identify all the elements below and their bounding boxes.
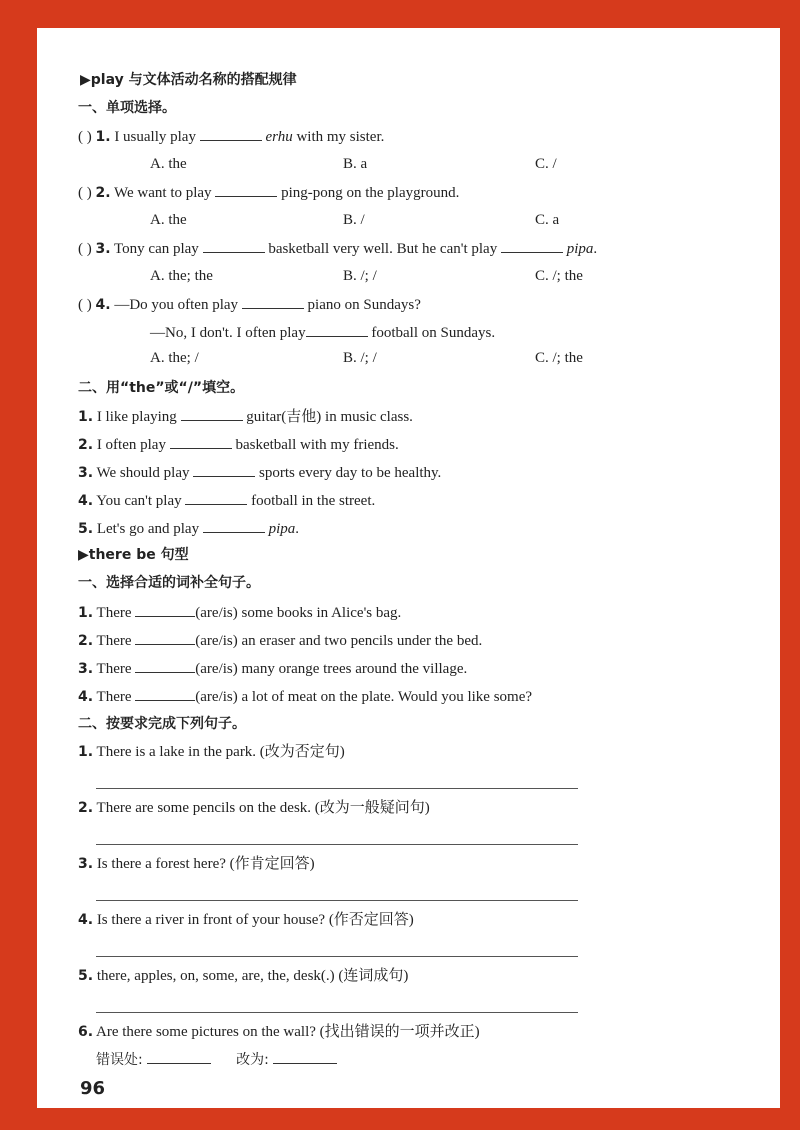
- error-blank[interactable]: [147, 1049, 211, 1064]
- answer-blank[interactable]: [215, 182, 277, 197]
- option-c[interactable]: C. /: [535, 156, 557, 172]
- question-text: Tony can play: [114, 241, 199, 257]
- option-b[interactable]: B. /; /: [343, 268, 377, 284]
- question-number: 3.: [78, 856, 94, 872]
- answer-blank[interactable]: [135, 630, 195, 645]
- question-number: 5.: [78, 521, 94, 537]
- answer-blank[interactable]: [203, 238, 265, 253]
- mc-question: [78, 294, 421, 315]
- question-number: 6.: [78, 1024, 94, 1040]
- question-text: (are/is) many orange trees around the village.: [195, 661, 468, 677]
- question-text: There: [96, 633, 132, 649]
- question-text: with my sister.: [292, 129, 385, 145]
- answer-line[interactable]: [96, 844, 578, 845]
- question-text: .: [593, 241, 598, 257]
- answer-paren[interactable]: ( ): [78, 129, 92, 145]
- error-correction-row: [96, 1049, 337, 1070]
- mc-question: [78, 238, 597, 259]
- question-text: basketball very well. But he can't play: [264, 241, 498, 257]
- option-b[interactable]: B. /: [343, 212, 365, 228]
- option-c[interactable]: C. a: [535, 212, 560, 228]
- question-number: 3.: [78, 465, 94, 481]
- question-number: 5.: [78, 968, 94, 984]
- question-text: piano on Sundays?: [303, 297, 421, 313]
- answer-blank[interactable]: [185, 490, 247, 505]
- transform-item: [78, 798, 430, 818]
- answer-paren[interactable]: ( ): [78, 297, 92, 313]
- question-number: 4.: [78, 689, 94, 705]
- mc-question-line2: [150, 322, 495, 343]
- question-text: I like playing: [96, 409, 177, 425]
- question-text: ping-pong on the playground.: [277, 185, 460, 201]
- part-title-choose-word: 一、选择合适的词补全句子。: [78, 575, 260, 591]
- part-title-single-choice: 一、单项选择。: [78, 100, 176, 116]
- answer-paren[interactable]: ( ): [78, 185, 92, 201]
- answer-blank[interactable]: [135, 602, 195, 617]
- transform-item: [78, 966, 408, 986]
- part-title-fill: 二、用“the”或“/”填空。: [78, 380, 245, 396]
- transform-item: [78, 742, 345, 762]
- question-text: Is there a river in front of your house? (作否定回答): [96, 912, 414, 928]
- option-c[interactable]: C. /; the: [535, 268, 583, 284]
- error-label: 错误处:: [96, 1052, 143, 1068]
- answer-blank[interactable]: [501, 238, 563, 253]
- question-text: there, apples, on, some, are, the, desk(.) (连词成句): [96, 968, 409, 984]
- section-title-there-be: ▶there be 句型: [78, 547, 189, 563]
- answer-blank[interactable]: [135, 686, 195, 701]
- question-text: Is there a forest here? (作肯定回答): [96, 856, 315, 872]
- question-italic: pipa: [566, 241, 594, 257]
- fix-label: 改为:: [236, 1052, 269, 1068]
- transform-item: [78, 1022, 480, 1042]
- question-italic: erhu: [265, 129, 293, 145]
- choose-item: [78, 658, 467, 679]
- question-text: guitar(吉他) in music class.: [242, 409, 413, 425]
- answer-blank[interactable]: [242, 294, 304, 309]
- question-number: 1.: [78, 605, 94, 621]
- question-number: 3.: [95, 241, 111, 257]
- answer-line[interactable]: [96, 1012, 578, 1013]
- answer-paren[interactable]: ( ): [78, 241, 92, 257]
- option-b[interactable]: B. a: [343, 156, 368, 172]
- choose-item: [78, 630, 482, 651]
- question-text: .: [295, 521, 299, 537]
- choose-item: [78, 602, 401, 623]
- question-text: There: [96, 605, 132, 621]
- mc-question: [78, 182, 459, 203]
- question-text: football in the street.: [247, 493, 376, 509]
- part-title-transform: 二、按要求完成下列句子。: [78, 716, 246, 732]
- question-number: 2.: [95, 185, 111, 201]
- page-border: [0, 1108, 800, 1130]
- question-text: There: [96, 689, 132, 705]
- question-number: 2.: [78, 633, 94, 649]
- question-number: 1.: [95, 129, 111, 145]
- question-text: I usually play: [114, 129, 196, 145]
- question-text: We want to play: [114, 185, 212, 201]
- page-number: 96: [80, 1078, 106, 1099]
- answer-line[interactable]: [96, 788, 578, 789]
- question-text: You can't play: [96, 493, 182, 509]
- question-text: Are there some pictures on the wall? (找出错误的一项并改正): [96, 1024, 480, 1040]
- option-a[interactable]: A. the: [150, 156, 187, 172]
- option-a[interactable]: A. the: [150, 212, 187, 228]
- question-text: —No, I don't. I often play: [150, 325, 306, 341]
- answer-blank[interactable]: [200, 126, 262, 141]
- question-italic: pipa: [268, 521, 296, 537]
- option-c[interactable]: C. /; the: [535, 350, 583, 366]
- option-b[interactable]: B. /; /: [343, 350, 377, 366]
- fill-item: [78, 462, 441, 483]
- question-text: I often play: [96, 437, 166, 453]
- answer-blank[interactable]: [135, 658, 195, 673]
- question-text: —Do you often play: [114, 297, 239, 313]
- question-number: 4.: [78, 493, 94, 509]
- option-a[interactable]: A. the; /: [150, 350, 199, 366]
- mc-question: [78, 126, 384, 147]
- fill-item: [78, 490, 375, 511]
- question-number: 1.: [78, 409, 94, 425]
- question-text: football on Sundays.: [367, 325, 496, 341]
- answer-blank[interactable]: [306, 322, 368, 337]
- question-number: 2.: [78, 800, 94, 816]
- question-text: (are/is) some books in Alice's bag.: [195, 605, 402, 621]
- question-number: 4.: [95, 297, 111, 313]
- choose-item: [78, 686, 532, 707]
- answer-blank[interactable]: [181, 406, 243, 421]
- answer-blank[interactable]: [203, 518, 265, 533]
- question-text: sports every day to be healthy.: [255, 465, 442, 481]
- question-number: 2.: [78, 437, 94, 453]
- question-number: 4.: [78, 912, 94, 928]
- section-title-play: ▶play 与文体活动名称的搭配规律: [80, 72, 297, 88]
- answer-line[interactable]: [96, 956, 578, 957]
- question-text: basketball with my friends.: [231, 437, 399, 453]
- transform-item: [78, 910, 414, 930]
- fix-blank[interactable]: [273, 1049, 337, 1064]
- question-number: 3.: [78, 661, 94, 677]
- fill-item: [78, 518, 299, 539]
- question-text: (are/is) a lot of meat on the plate. Would you like some?: [195, 689, 533, 705]
- option-a[interactable]: A. the; the: [150, 268, 213, 284]
- answer-blank[interactable]: [193, 462, 255, 477]
- question-number: 1.: [78, 744, 94, 760]
- question-text: There are some pencils on the desk. (改为一般疑问句): [96, 800, 430, 816]
- answer-blank[interactable]: [170, 434, 232, 449]
- fill-item: [78, 434, 399, 455]
- fill-item: [78, 406, 413, 427]
- question-text: We should play: [96, 465, 190, 481]
- answer-line[interactable]: [96, 900, 578, 901]
- question-text: There: [96, 661, 132, 677]
- question-text: Let's go and play: [96, 521, 200, 537]
- question-text: There is a lake in the park. (改为否定句): [96, 744, 345, 760]
- transform-item: [78, 854, 315, 874]
- question-text: (are/is) an eraser and two pencils under the bed.: [195, 633, 483, 649]
